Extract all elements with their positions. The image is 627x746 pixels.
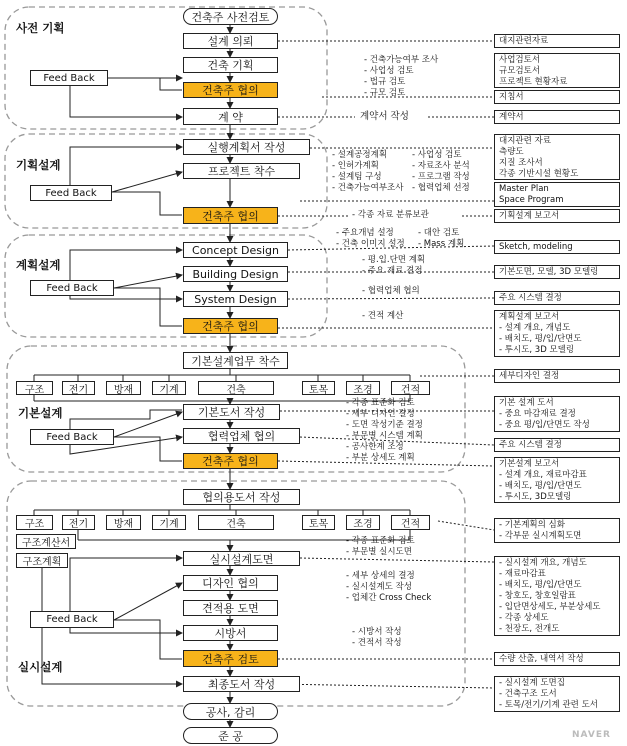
output-system-decision: 주요 시스템 결정 [494,291,620,305]
discipline-mechanical: 기계 [152,381,186,395]
discipline-fire: 방재 [106,381,141,395]
planning-node: 건축 기획 [183,57,278,73]
note-detail-items: - 세부 상세의 결정 - 실시설계도 작성 - 업체간 Cross Check [346,571,432,603]
completion-node: 준 공 [183,727,278,744]
owner-consult-node-1: 건축주 협의 [183,82,278,98]
note-spec-items: - 시방서 작성 - 견적서 작성 [352,627,402,648]
note-exec-left: - 설계공정계획 - 인허가계획 - 설계팀 구성 - 건축가능여부조사 [332,150,404,193]
note-system: - 협력업체 협의 [362,286,420,296]
output-sketch: Sketch, modeling [494,240,620,254]
construction-node: 공사, 감리 [183,703,278,720]
discipline-landscape: 조경 [346,381,380,395]
structural-plan-box: 구조계획 [16,553,68,568]
output-planning-report: 기획설계 보고서 [494,209,620,223]
owner-consult-node-2: 건축주 협의 [183,207,278,224]
discipline2-estimate: 건적 [391,515,430,530]
feedback-box-1: Feed Back [30,70,108,86]
output-business: 사업검토서 규모검토서 프로젝트 현황자료 [494,53,620,88]
note-working-items: - 각종 표준화 검토 - 부문별 실시도면 [346,536,415,557]
output-basic-report: 기본설계 보고서 - 설계 개요, 재료마감표 - 배치도, 평/입/단면도 - 투시도, 3D모델링 [494,457,620,503]
discipline2-structure: 구조 [16,515,53,530]
discipline2-civil: 토목 [302,515,335,530]
building-design-node: Building Design [183,266,288,282]
output-plan-detail: - 기본계획의 심화 - 각부문 실시계획도면 [494,518,620,543]
watermark: NAVER [572,730,611,740]
discipline2-electric: 전기 [62,515,95,530]
discipline2-mechanical: 기계 [152,515,186,530]
owner-consult-node-4: 건축주 협의 [183,453,278,469]
working-drawings-node: 실시설계도면 [183,551,300,566]
contract-node: 계 약 [183,108,278,125]
output-basic-report-items: 기본 설계 도서 - 중요 마감재료 결정 - 중요 평/입/단면도 작성 [494,396,620,432]
design-request-node: 설계 의뢰 [183,33,278,49]
concept-design-node: Concept Design [183,242,288,258]
partner-consult-node: 협력업체 협의 [183,428,300,444]
output-basic-drawing: 기본도면, 모델, 3D 모델링 [494,265,620,279]
output-working-set: - 실시설계 개요, 개념도 - 재료마감표 - 배치도, 평/입/단면도 - 창호도, 창호일람표 - 입단면상세도, 부분상세도 - 각종 상세도 - 천장도, 전개도 [494,556,620,636]
estimate-drawings-node: 견적용 도면 [183,600,278,616]
output-plan-report: 계획설계 보고서 - 설계 개요, 개념도 - 배치도, 평/입/단면도 - 투시도, 3D 모델링 [494,310,620,357]
phase-label-working-design: 실시설계 [18,660,63,674]
phase-label-basic-design: 기본설계 [18,406,63,420]
final-docs-node: 최종도서 작성 [183,676,300,692]
discipline-architecture: 건축 [198,381,274,395]
discipline-electric: 전기 [62,381,95,395]
output-contract: 계약서 [494,110,620,124]
note-planning-items: - 건축가능여부 조사 - 사업성 검토 - 법규 검토 - 규모 검토 [364,55,439,98]
discipline2-fire: 방재 [106,515,141,530]
basic-drawings-node: 기본도서 작성 [183,404,280,420]
feedback-box-5: Feed Back [30,611,114,628]
output-site-data: 대지관련자료 [494,34,620,48]
note-building-items: - 평.입.단면 계획 - 주요 재료 결정 [362,255,426,276]
discipline2-landscape: 조경 [346,515,380,530]
system-design-node: System Design [183,291,288,307]
start-node: 건축주 사전검토 [183,8,278,25]
note-concept-left: - 주요개념 설정 - 건축 이미지 설정 [336,228,405,249]
output-site-survey: 대지관련 자료 측량도 지질 조사서 각종 기반시설 현황도 [494,134,620,180]
output-detail-design: 세부디자인 결정 [494,369,620,383]
discipline-structure: 구조 [16,381,53,395]
note-exec-right: - 사업성 검토 - 자료조사 분석 - 프로그램 작성 - 협력업체 선정 [412,150,470,193]
output-final-set: - 실시설계 도면집 - 건축구조 도서 - 토목/전기/기계 관련 도서 [494,676,620,712]
design-consult-node: 디자인 협의 [183,575,278,591]
note-contract: 계약서 작성 [360,111,409,122]
phase-label-plan-design: 계획설계 [16,258,61,272]
feedback-box-3: Feed Back [30,280,114,296]
note-concept-right: - 대안 검토 - Mass 계획 [418,228,465,249]
feedback-box-2: Feed Back [30,185,112,201]
note-basic-items: - 각종 표준화 검토 - 세부 디자인 결정 - 도면 작성기준 결정 - 부문별 시스템 계획 - 공사한계 조정 - 부분 상세도 계획 [346,398,423,463]
note-estimate: - 견적 계산 [362,311,404,321]
discipline-civil: 토목 [302,381,335,395]
discipline2-architecture: 건축 [198,515,274,530]
output-quantity: 수량 산출, 내역서 작성 [494,652,620,666]
note-classify: - 각종 자료 분류보관 [352,210,429,220]
feedback-box-4: Feed Back [30,429,114,445]
structural-calc-box: 구조계산서 [16,534,76,549]
discipline-estimate: 건적 [391,381,430,395]
owner-review-node: 건축주 검토 [183,650,278,667]
project-start-node: 프로젝트 착수 [183,163,300,179]
phase-label-pre-planning: 사전 기획 [16,21,65,35]
consult-docs-node: 협의용도서 작성 [183,489,300,505]
output-guideline: 지침서 [494,90,620,104]
owner-consult-node-3: 건축주 협의 [183,318,278,334]
exec-plan-node: 실행계획서 작성 [183,139,310,155]
schematic-start-node: 기본설계업무 착수 [183,352,288,369]
output-system-decision-2: 주요 시스템 결정 [494,438,620,452]
phase-label-planning-design: 기획설계 [16,158,61,172]
output-master-plan: Master Plan Space Program [494,182,620,207]
spec-node: 시방서 [183,625,278,641]
